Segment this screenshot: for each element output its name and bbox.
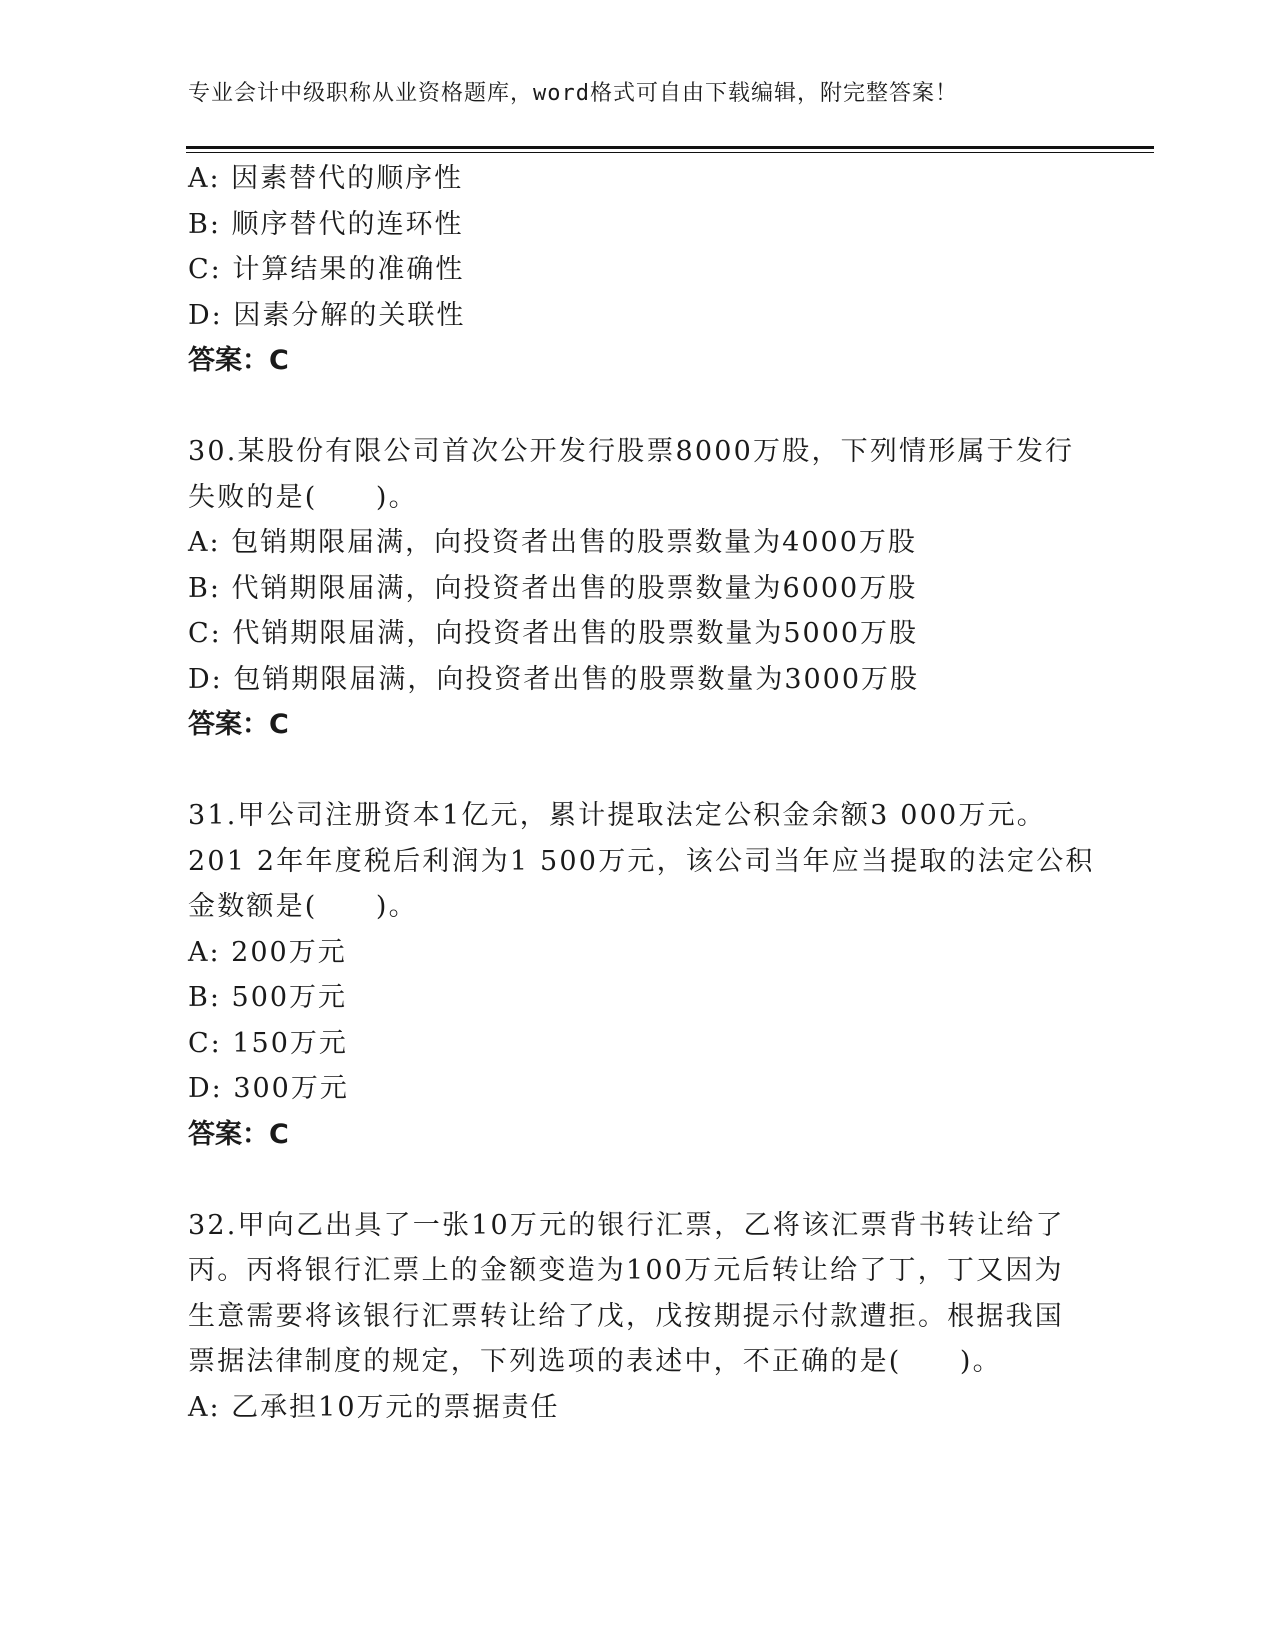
q30-option-c: C: 代销期限届满，向投资者出售的股票数量为5000万股 [188, 618, 919, 649]
q29-option-a: A: 因素替代的顺序性 [188, 163, 464, 194]
spacer [188, 384, 1088, 430]
q31-option-b: B: 500万元 [188, 982, 348, 1013]
q31-option-d: D: 300万元 [188, 1073, 349, 1104]
q30-option-b: B: 代销期限届满，向投资者出售的股票数量为6000万股 [188, 572, 918, 604]
spacer [188, 1157, 1088, 1203]
q32-stem-line-1: 32.甲向乙出具了一张10万元的银行汇票，乙将该汇票背书转让给了 [188, 1209, 1065, 1241]
q30-stem-line-2: 失败的是( )。 [188, 481, 418, 513]
q29-option-d: D: 因素分解的关联性 [188, 299, 466, 331]
q29-option-b: B: 顺序替代的连环性 [188, 208, 464, 240]
q31-option-a: A: 200万元 [188, 936, 347, 968]
q32-stem-line-3: 生意需要将该银行汇票转让给了戊，戊按期提示付款遭拒。根据我国 [188, 1300, 1064, 1332]
q31-answer: 答案：C [188, 1118, 289, 1150]
q30-option-d: D: 包销期限届满，向投资者出售的股票数量为3000万股 [188, 663, 920, 695]
page-header: 专业会计中级职称从业资格题库，word格式可自由下载编辑，附完整答案！ [188, 81, 958, 106]
q29-answer: 答案：C [188, 345, 289, 376]
q31-stem-line-1: 31.甲公司注册资本1亿元，累计提取法定公积金余额3 000万元。 [188, 800, 1047, 831]
q30-answer: 答案：C [188, 709, 289, 740]
spacer [188, 748, 1088, 794]
q30-stem-line-1: 30.某股份有限公司首次公开发行股票8000万股，下列情形属于发行 [188, 436, 1075, 467]
q31-stem-line-2: 201 2年年度税后利润为1 500万元，该公司当年应当提取的法定公积 [188, 845, 1095, 877]
header-rule-thin [186, 152, 1154, 153]
header-rule-thick [186, 146, 1154, 149]
q32-stem-line-2: 丙。丙将银行汇票上的金额变造为100万元后转让给了丁，丁又因为 [188, 1255, 1064, 1286]
q31-stem-line-3: 金数额是( )。 [188, 891, 418, 922]
q32-option-a: A: 乙承担10万元的票据责任 [188, 1391, 560, 1423]
question-content [188, 156, 1095, 1430]
q29-option-c: C: 计算结果的准确性 [188, 254, 465, 285]
q32-stem-line-4: 票据法律制度的规定，下列选项的表述中，不正确的是( )。 [188, 1346, 1002, 1377]
q31-option-c: C: 150万元 [188, 1027, 348, 1059]
q30-option-a: A: 包销期限届满，向投资者出售的股票数量为4000万股 [188, 527, 917, 558]
